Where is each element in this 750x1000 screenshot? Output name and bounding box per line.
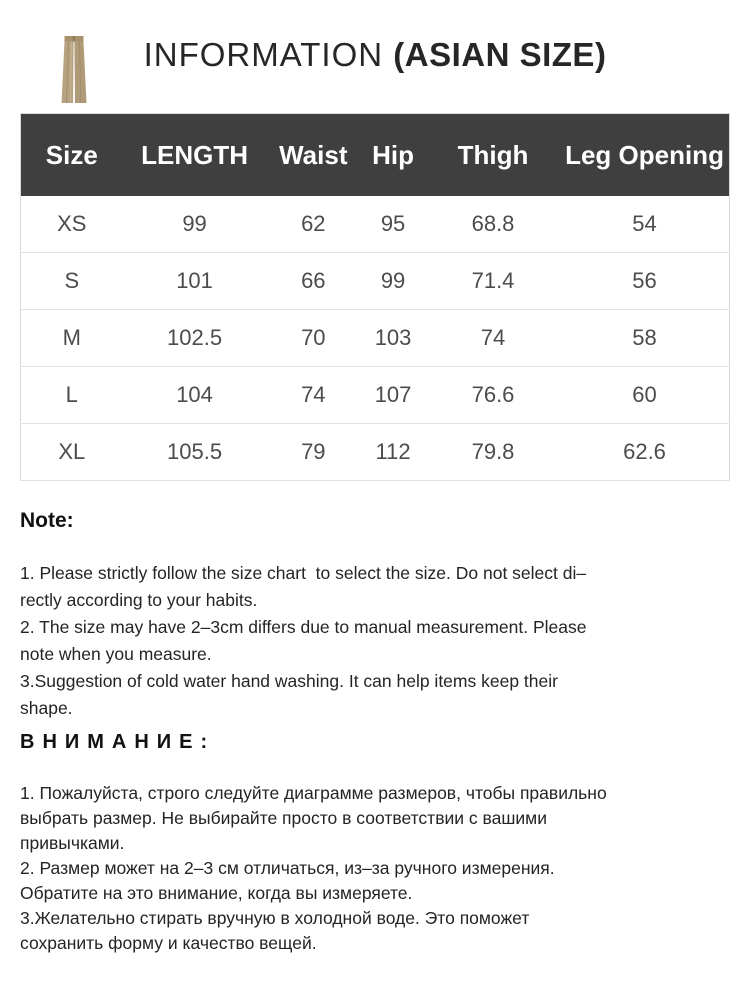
note-line: 1. Please strictly follow the size chart to select the size. Do not select di– xyxy=(20,563,587,583)
cell-thigh: 79.8 xyxy=(426,424,560,481)
page-title-bold: (ASIAN SIZE) xyxy=(393,36,607,73)
cell-length: 105.5 xyxy=(123,424,267,481)
table-row-m xyxy=(21,310,730,367)
attention-line: привычками. xyxy=(20,833,125,853)
attention-line: 2. Размер может на 2–3 см отличаться, из–за ручного измерения. xyxy=(20,858,555,878)
cell-hip: 107 xyxy=(360,367,426,424)
column-header-length: LENGTH xyxy=(123,114,267,197)
note-section xyxy=(20,509,734,722)
cell-leg-opening: 54 xyxy=(560,196,729,253)
cell-hip: 103 xyxy=(360,310,426,367)
column-header-hip: Hip xyxy=(360,114,426,197)
attention-line: сохранить форму и качество вещей. xyxy=(20,933,317,953)
table-header-row xyxy=(21,114,730,197)
cell-leg-opening: 58 xyxy=(560,310,729,367)
size-chart-header xyxy=(21,114,730,197)
column-header-thigh: Thigh xyxy=(426,114,560,197)
table-row-l xyxy=(21,367,730,424)
cell-size: S xyxy=(21,253,123,310)
cell-thigh: 74 xyxy=(426,310,560,367)
attention-line: 3.Желательно стирать вручную в холодной воде. Это поможет xyxy=(20,908,530,928)
cell-size: M xyxy=(21,310,123,367)
attention-line: 1. Пожалуйста, строго следуйте диаграмме размеров, чтобы правильно xyxy=(20,783,607,803)
page-title xyxy=(0,36,750,74)
cell-length: 101 xyxy=(123,253,267,310)
note-line: 2. The size may have 2–3cm differs due to manual measurement. Please xyxy=(20,617,587,637)
cell-waist: 70 xyxy=(267,310,361,367)
cell-thigh: 76.6 xyxy=(426,367,560,424)
cell-length: 102.5 xyxy=(123,310,267,367)
cell-hip: 95 xyxy=(360,196,426,253)
column-header-waist: Waist xyxy=(267,114,361,197)
cell-hip: 99 xyxy=(360,253,426,310)
cell-waist: 62 xyxy=(267,196,361,253)
cell-size: XS xyxy=(21,196,123,253)
size-chart-table xyxy=(20,113,730,481)
note-line: note when you measure. xyxy=(20,644,212,664)
cell-leg-opening: 60 xyxy=(560,367,729,424)
column-header-size: Size xyxy=(21,114,123,197)
attention-section xyxy=(20,731,734,956)
page-title-regular: INFORMATION xyxy=(143,36,394,73)
cell-waist: 79 xyxy=(267,424,361,481)
note-line: rectly according to your habits. xyxy=(20,590,258,610)
cell-size: XL xyxy=(21,424,123,481)
table-row-s xyxy=(21,253,730,310)
cell-waist: 66 xyxy=(267,253,361,310)
note-heading: Note: xyxy=(20,509,74,532)
note-line: shape. xyxy=(20,698,73,718)
cell-size: L xyxy=(21,367,123,424)
note-line: 3.Suggestion of cold water hand washing. It can help items keep their xyxy=(20,671,558,691)
cell-length: 104 xyxy=(123,367,267,424)
cell-waist: 74 xyxy=(267,367,361,424)
attention-line: выбрать размер. Не выбирайте просто в соответствии с вашими xyxy=(20,808,547,828)
cell-length: 99 xyxy=(123,196,267,253)
attention-line: Обратите на это внимание, когда вы измеряете. xyxy=(20,883,413,903)
cell-hip: 112 xyxy=(360,424,426,481)
table-row-xl xyxy=(21,424,730,481)
attention-heading: ВНИМАНИЕ: xyxy=(20,731,216,753)
cell-leg-opening: 56 xyxy=(560,253,729,310)
cell-thigh: 71.4 xyxy=(426,253,560,310)
column-header-leg-opening: Leg Opening xyxy=(560,114,729,197)
size-chart-body xyxy=(21,196,730,481)
cell-thigh: 68.8 xyxy=(426,196,560,253)
table-row-xs xyxy=(21,196,730,253)
cell-leg-opening: 62.6 xyxy=(560,424,729,481)
